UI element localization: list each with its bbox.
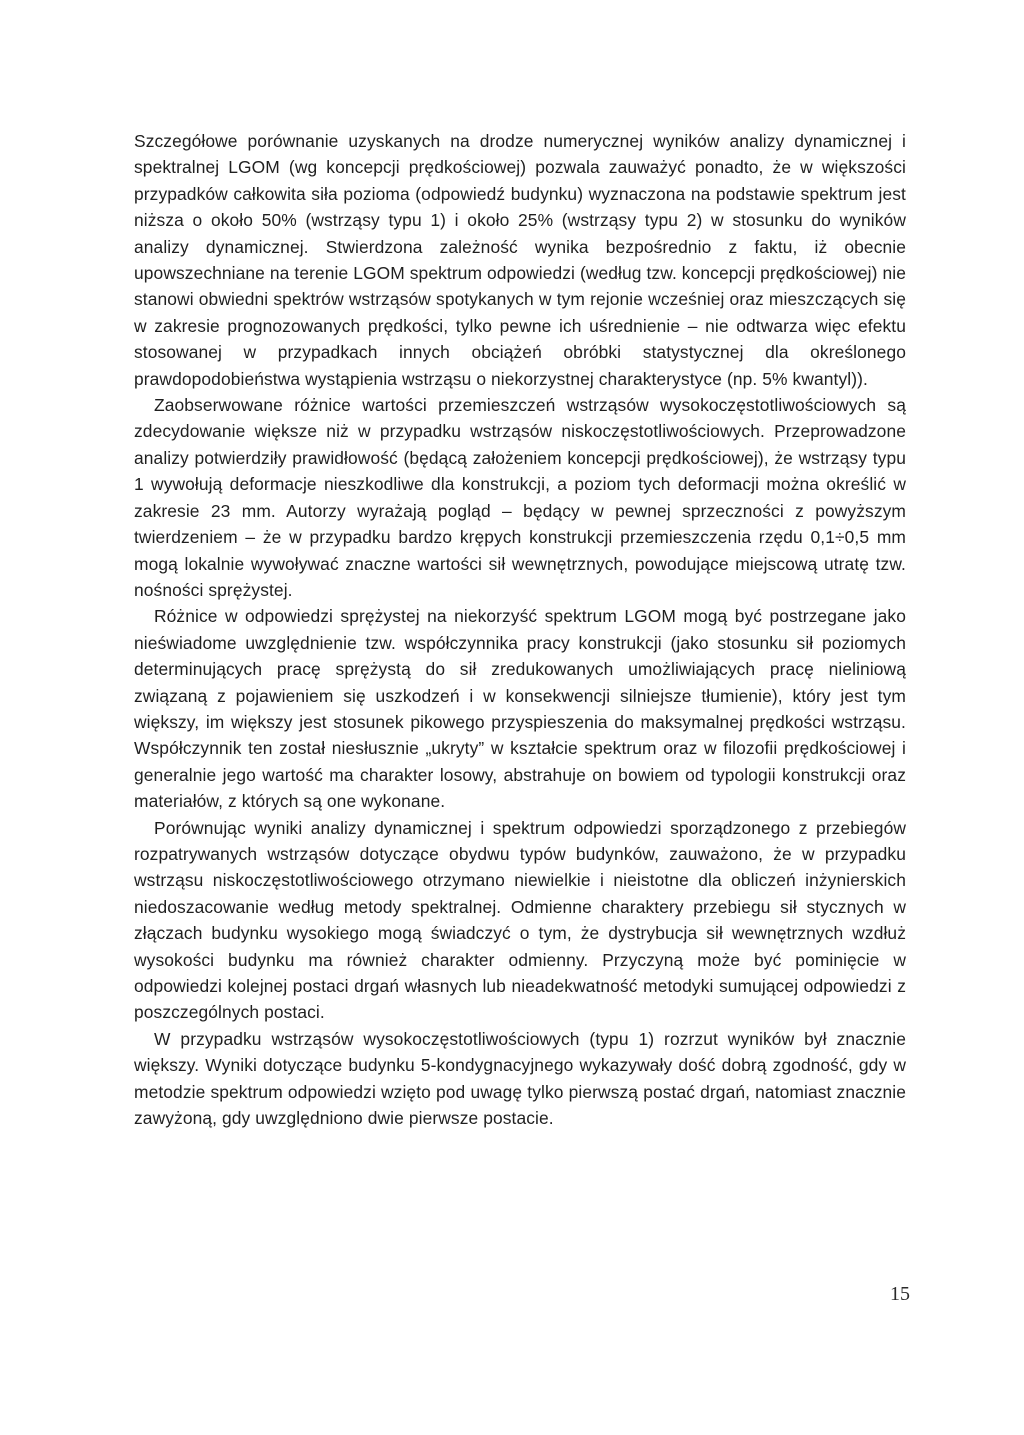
paragraph-1: Szczegółowe porównanie uzyskanych na drodze numerycznej wyników analizy dynamicznej i spektralnej LGOM (wg koncepcji prędkościowej) pozwala zauważyć ponadto, że w większości przypadków całkowita siła pozioma (odpowiedź budynku) wyznaczona na podstawie spektrum jest niższa o około 50% (wstrząsy typu 1) i około 25% (wstrząsy typu 2) w stosunku do wyników analizy dynamicznej. Stwierdzona zależność wynika bezpośrednio z faktu, iż obecnie upowszechniane na terenie LGOM spektrum odpowiedzi (według tzw. koncepcji prędkościowej) nie stanowi obwiedni spektrów wstrząsów spotykanych w tym rejonie wcześniej oraz mieszczących się w zakresie prognozowanych prędkości, tylko pewne ich uśrednienie – nie odtwarza więc efektu stosowanej w przypadkach innych obciążeń obróbki statystycznej dla określonego prawdopodobieństwa wystąpienia wstrząsu o niekorzystnej charakterystyce (np. 5% kwantyl)). — [134, 131, 906, 389]
body-text — [134, 128, 906, 1131]
paragraph-5: W przypadku wstrząsów wysokoczęstotliwościowych (typu 1) rozrzut wyników był znacznie większy. Wyniki dotyczące budynku 5-kondygnacyjnego wykazywały dość dobrą zgodność, gdy w metodzie spektrum odpowiedzi wzięto pod uwagę tylko pierwszą postać drgań, natomiast znacznie zawyżoną, gdy uwzględniono dwie pierwsze postacie. — [134, 1028, 906, 1129]
page-number: 15 — [890, 1283, 910, 1305]
paragraph-3: Różnice w odpowiedzi sprężystej na niekorzyść spektrum LGOM mogą być postrzegane jako nieświadome uwzględnienie tzw. współczynnika pracy konstrukcji (jako stosunku sił poziomych determinujących pracę sprężystą do sił zredukowanych umożliwiających pracę nieliniową związaną z pojawieniem się uszkodzeń i w konsekwencji silniejsze tłumienie), który jest tym większy, im większy jest stosunek pikowego przyspieszenia do maksymalnej prędkości wstrząsu. Współczynnik ten został niesłusznie „ukryty” w kształcie spektrum oraz w filozofii prędkościowej i generalnie jego wartość ma charakter losowy, abstrahuje on bowiem od typologii konstrukcji oraz materiałów, z których są one wykonane. — [134, 606, 906, 812]
paragraph-4: Porównując wyniki analizy dynamicznej i spektrum odpowiedzi sporządzonego z przebiegów rozpatrywanych wstrząsów dotyczące obydwu typów budynków, zauważono, że w przypadku wstrząsu niskoczęstotliwościowego otrzymano niewielkie i nieistotne dla obliczeń inżynierskich niedoszacowanie według metody spektralnej. Odmienne charaktery przebiegu sił stycznych w złączach budynku wysokiego mogą świadczyć o tym, że dystrybucja sił wewnętrznych wzdłuż wysokości budynku ma również charakter odmienny. Przyczyną może być pominięcie w odpowiedzi kolejnej postaci drgań własnych lub nieadekwatność metodyki sumującej odpowiedzi z poszczególnych postaci. — [134, 817, 906, 1023]
paragraph-2: Zaobserwowane różnice wartości przemieszczeń wstrząsów wysokoczęstotliwościowych są zdecydowanie większe niż w przypadku wstrząsów niskoczęstotliwościowych. Przeprowadzone analizy potwierdziły prawidłowość (będącą założeniem koncepcji prędkościowej), że wstrząsy typu 1 wywołują deformacje nieszkodliwe dla konstrukcji, a poziom tych deformacji można określić w zakresie 23 mm. Autorzy wyrażają pogląd – będący w pewnej sprzeczności z powyższym twierdzeniem – że w przypadku bardzo krępych konstrukcji przemieszczenia rzędu 0,1÷0,5 mm mogą lokalnie wywoływać znaczne wartości sił wewnętrznych, powodujące miejscową utratę tzw. nośności sprężystej. — [134, 395, 906, 600]
